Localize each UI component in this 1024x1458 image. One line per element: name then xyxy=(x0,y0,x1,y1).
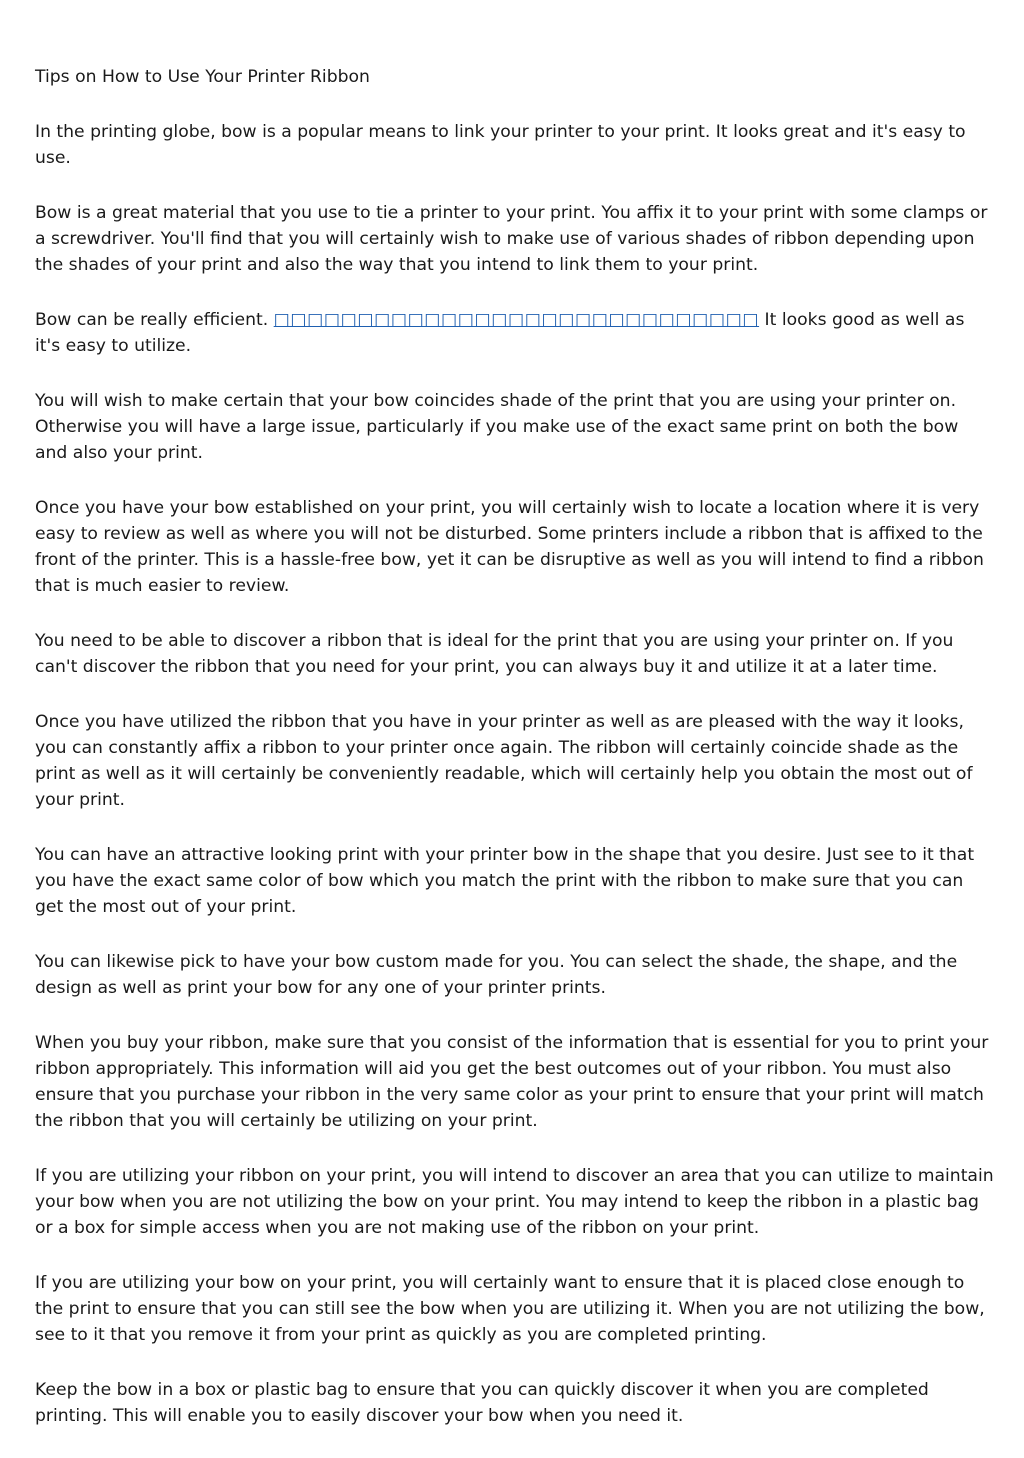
paragraph: You will wish to make certain that your bow coincides shade of the print that you are using your printer on. Otherwise you will have a large issue, particularly if you make use of the exact same print on both the bow and also your print. xyxy=(35,391,959,463)
document-title: Tips on How to Use Your Printer Ribbon xyxy=(35,67,370,87)
paragraph: When you buy your ribbon, make sure that you consist of the information that is essential for you to print your ribbon appropriately. This information will aid you get the best outcomes out of your ribbon. You must also ensure that you purchase your ribbon in the very same color as your print to ensure that your print will match the ribbon that you will certainly be utilizing on your print. xyxy=(35,1033,989,1131)
paragraph: You can have an attractive looking print with your printer bow in the shape that you desire. Just see to it that you have the exact same color of bow which you match the print with the ribbon to make sure that you can get the most out of your print. xyxy=(35,845,975,917)
paragraph-with-link xyxy=(35,307,995,359)
paragraph: In the printing globe, bow is a popular means to link your printer to your print. It looks great and it's easy to use. xyxy=(35,122,966,168)
paragraph: If you are utilizing your ribbon on your print, you will intend to discover an area that you can utilize to maintain your bow when you are not utilizing the bow on your print. You may intend to keep the ribbon in a plastic bag or a box for simple access when you are not making use of the ribbon on your print. xyxy=(35,1166,994,1238)
paragraph: Bow is a great material that you use to tie a printer to your print. You affix it to your print with some clamps or a screwdriver. You'll find that you will certainly wish to make use of various shades of ribbon depending upon the shades of your print and also the way that you intend to link them to your print. xyxy=(35,203,988,275)
paragraph: You need to be able to discover a ribbon that is ideal for the print that you are using your printer on. If you can't discover the ribbon that you need for your print, you can always buy it and utilize it at a later time. xyxy=(35,631,954,677)
paragraph-text: Bow can be really efficient. xyxy=(35,310,274,330)
paragraph: Once you have utilized the ribbon that you have in your printer as well as are pleased with the way it looks, you can constantly affix a ribbon to your printer once again. The ribbon will certainly coincide shade as the print as well as it will certainly be conveniently readable, which will certainly help you obtain the most out of your print. xyxy=(35,712,973,810)
paragraph-text: It looks good as well as it's easy to utilize. xyxy=(35,310,965,356)
document-body xyxy=(35,64,995,1458)
paragraph: If you are utilizing your bow on your print, you will certainly want to ensure that it is placed close enough to the print to ensure that you can still see the bow when you are utilizing it. When you are not utilizing the bow, see to it that you remove it from your print as quickly as you are completed printing. xyxy=(35,1273,985,1345)
paragraph: Keep the bow in a box or plastic bag to ensure that you can quickly discover it when you are completed printing. This will enable you to easily discover your bow when you need it. xyxy=(35,1380,929,1426)
paragraph: You can likewise pick to have your bow custom made for you. You can select the shade, the shape, and the design as well as print your bow for any one of your printer prints. xyxy=(35,952,958,998)
paragraph: Once you have your bow established on your print, you will certainly wish to locate a location where it is very easy to review as well as where you will not be disturbed. Some printers include a ribbon that is affixed to the front of the printer. This is a hassle-free bow, yet it can be disruptive as well as you will intend to find a ribbon that is much easier to review. xyxy=(35,498,984,596)
inline-link[interactable]: □□□□□□□□□□□□□□□□□□□□□□□□□□□□□ xyxy=(273,310,760,330)
